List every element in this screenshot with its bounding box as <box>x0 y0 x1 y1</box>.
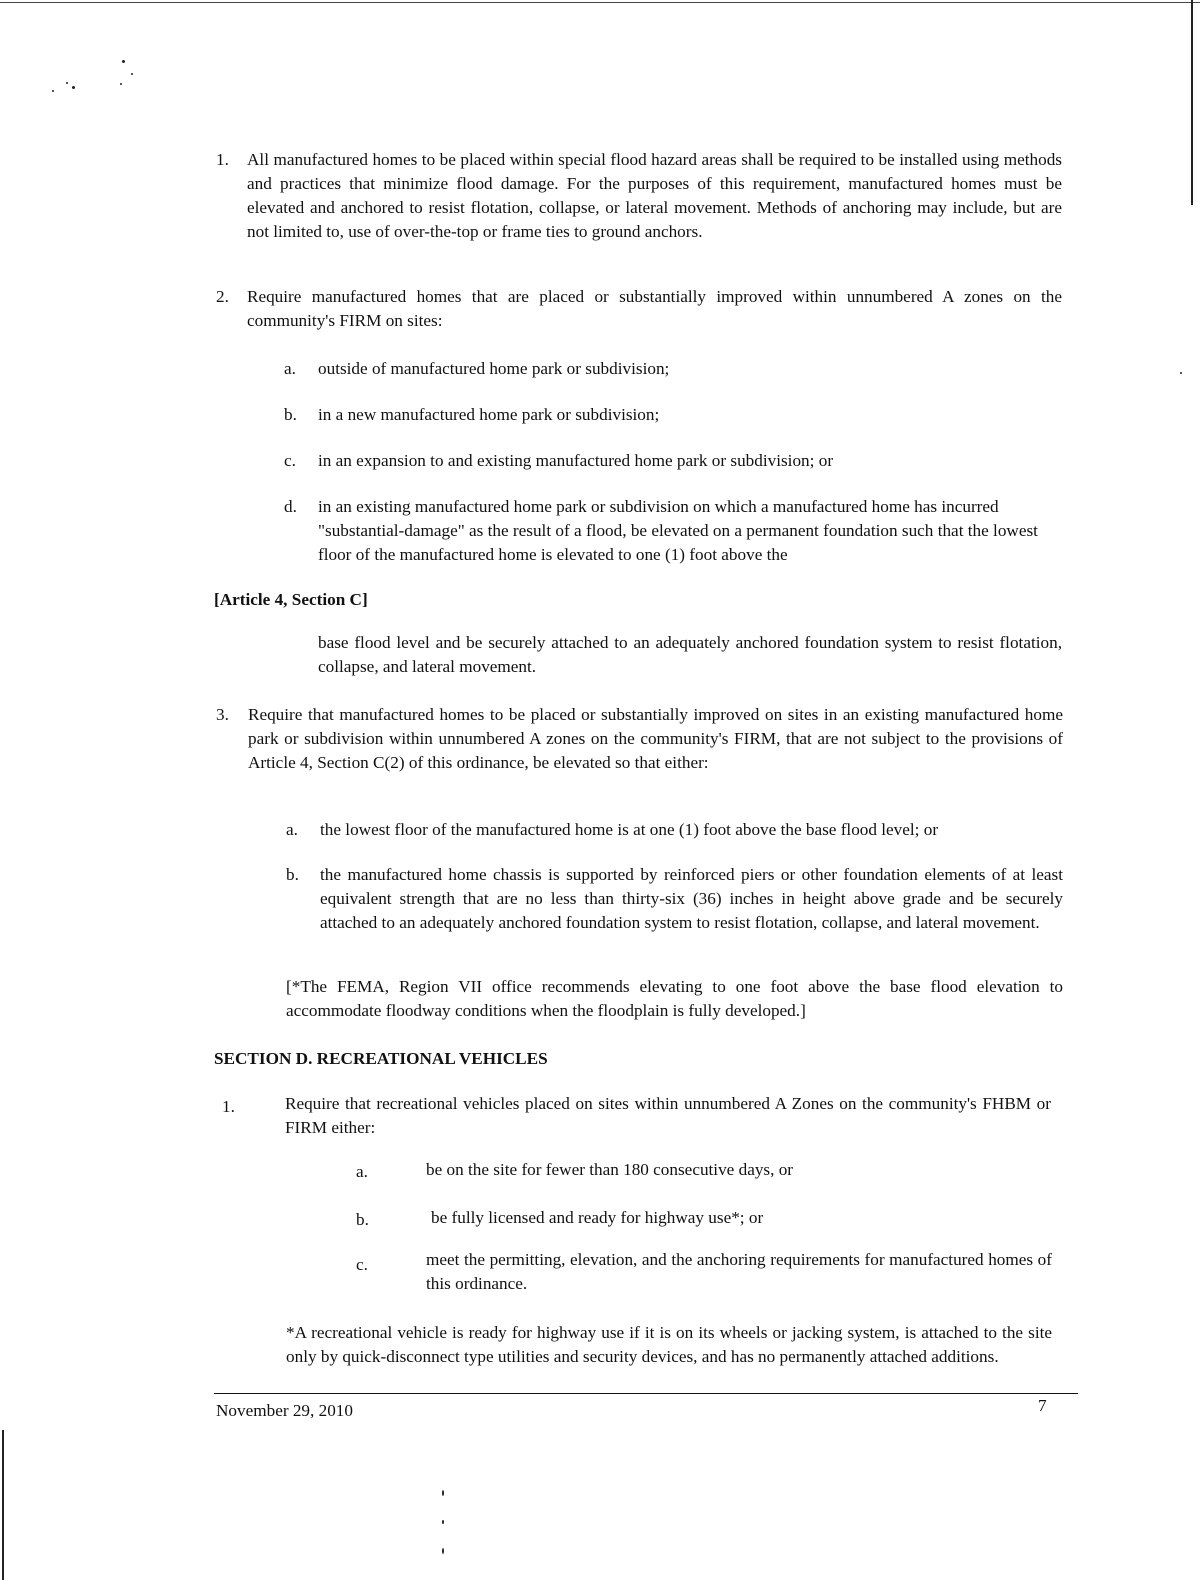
item-2d-continuation: base flood level and be securely attached to an adequately anchored foundation system to resist flotation, collapse, and lateral movement. <box>318 633 1062 676</box>
item-2-text <box>247 285 1062 333</box>
item-2-body: Require manufactured homes that are placed or substantially improved within unnumbered A zones on the community's FIRM on sites: <box>247 287 1062 330</box>
scan-speck <box>72 86 75 89</box>
item-3-body: Require that manufactured homes to be placed or substantially improved on sites in an existing manufactured home park or subdivision within unnumbered A zones on the community's FIRM, that are not subject to the provisions of Article 4, Section C(2) of this ordinance, be elevated so that either: <box>248 705 1063 772</box>
scan-speck <box>131 73 133 75</box>
scan-speck <box>442 1490 444 1496</box>
footer-date: November 29, 2010 <box>216 1401 353 1420</box>
item-2d-letter: d. <box>284 497 297 516</box>
item-3a-text: the lowest floor of the manufactured home is at one (1) foot above the base flood level; or <box>320 820 939 839</box>
page-number: 7 <box>1038 1396 1047 1415</box>
item-1-text <box>247 148 1062 244</box>
scan-speck <box>122 60 125 63</box>
item-3b-letter: b. <box>286 865 299 884</box>
item-1-number: 1. <box>216 150 229 169</box>
fema-note: [*The FEMA, Region VII office recommends elevating to one foot above the base flood elevation to accommodate floodway conditions when the floodplain is fully developed.] <box>286 977 1063 1020</box>
scan-speck <box>1180 372 1182 374</box>
scan-edge-left <box>2 1430 4 1580</box>
footer-rule <box>214 1393 1078 1394</box>
scan-edge-right <box>1191 0 1193 205</box>
section-d-item-1c-text: meet the permitting, elevation, and the anchoring requirements for manufactured homes of this ordinance. <box>426 1250 1052 1293</box>
item-3b-text: the manufactured home chassis is supported by reinforced piers or other foundation elements of at least equivalent strength that are no less than thirty-six (36) inches in height above grade and be securely attached to an adequately anchored foundation system to resist flotation, collapse, and lateral movement. <box>320 865 1063 932</box>
scan-speck <box>442 1520 444 1524</box>
section-d-item-1a-letter: a. <box>356 1162 368 1181</box>
item-3a-letter: a. <box>286 820 298 839</box>
section-d-item-1c-letter: c. <box>356 1255 368 1274</box>
item-2-number: 2. <box>216 287 229 306</box>
item-2b-text: in a new manufactured home park or subdivision; <box>318 405 660 424</box>
section-d-item-1b-letter: b. <box>356 1210 369 1229</box>
item-3-number: 3. <box>216 705 229 724</box>
scan-speck <box>66 82 68 84</box>
item-2c-text: in an expansion to and existing manufactured home park or subdivision; or <box>318 451 834 470</box>
scan-speck <box>52 90 54 92</box>
scan-edge-top <box>0 2 1200 3</box>
section-d-item-1-text: Require that recreational vehicles placed on sites within unnumbered A Zones on the community's FHBM or FIRM either: <box>285 1094 1051 1137</box>
item-2b-letter: b. <box>284 405 297 424</box>
rv-footnote: *A recreational vehicle is ready for highway use if it is on its wheels or jacking system, is attached to the site only by quick-disconnect type utilities and security devices, and has no permanently attached additions. <box>286 1323 1052 1366</box>
item-2c-letter: c. <box>284 451 296 470</box>
item-3-text <box>248 703 1063 775</box>
item-2a-text: outside of manufactured home park or subdivision; <box>318 359 670 378</box>
section-d-item-1a-text: be on the site for fewer than 180 consecutive days, or <box>426 1160 794 1179</box>
item-2d-text: in an existing manufactured home park or subdivision on which a manufactured home has incurred "substantial-damage" as the result of a flood, be elevated on a permanent foundation such that the lowest floor of the manufactured home is elevated to one (1) foot above the <box>318 497 1038 564</box>
item-1-body: All manufactured homes to be placed within special flood hazard areas shall be required to be installed using methods and practices that minimize flood damage. For the purposes of this requirement, manufactured homes must be elevated and anchored to resist flotation, collapse, or lateral movement. Methods of anchoring may include, but are not limited to, use of over-the-top or frame ties to ground anchors. <box>247 150 1062 241</box>
section-d-heading: SECTION D. RECREATIONAL VEHICLES <box>214 1049 548 1068</box>
item-2a-letter: a. <box>284 359 296 378</box>
scan-speck <box>442 1548 444 1554</box>
article-reference: [Article 4, Section C] <box>214 590 368 609</box>
scan-speck <box>120 83 122 85</box>
section-d-item-1-number: 1. <box>222 1097 235 1116</box>
section-d-item-1b-text: be fully licensed and ready for highway use*; or <box>431 1208 764 1227</box>
